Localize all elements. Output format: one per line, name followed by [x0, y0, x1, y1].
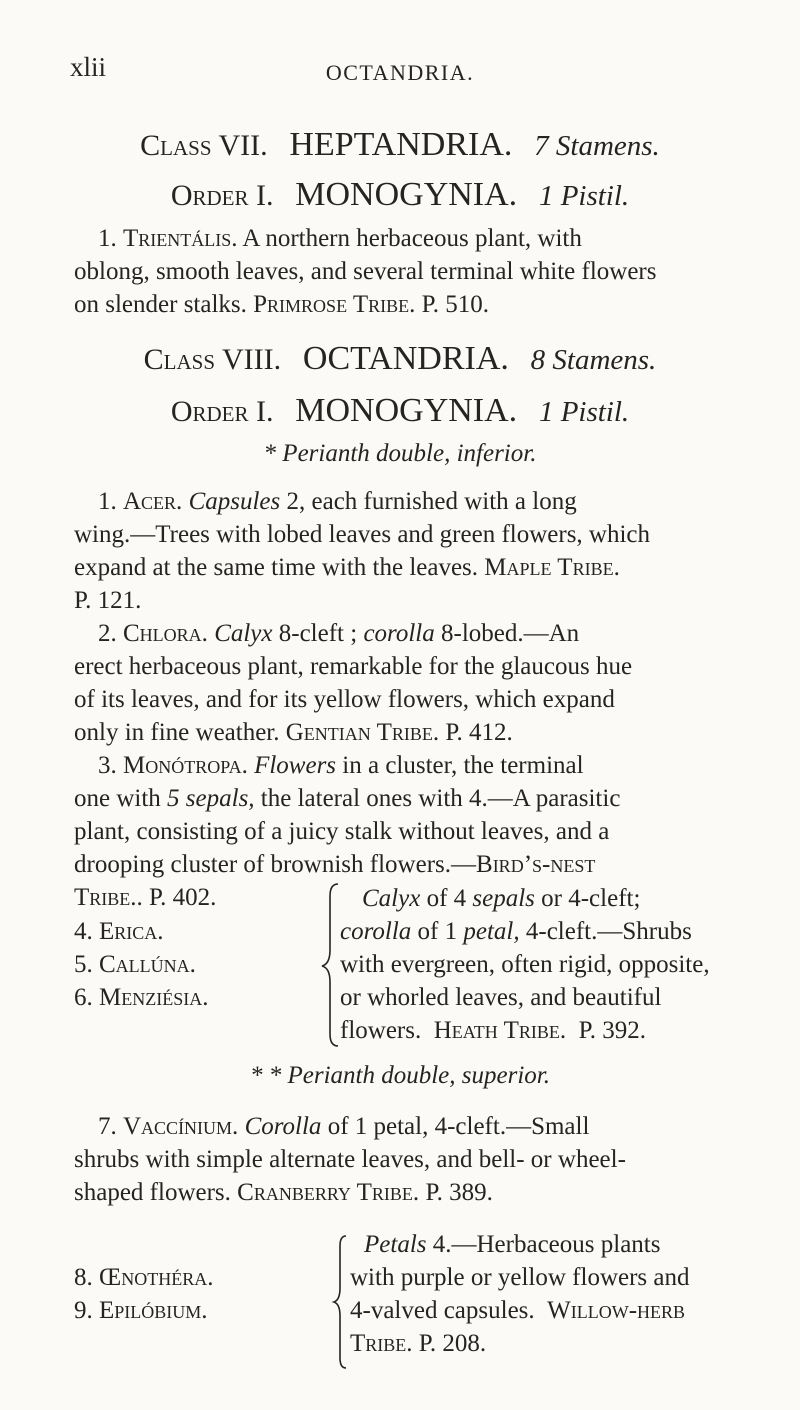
order-label: Order I. [170, 179, 274, 212]
entry-text: shrubs with simple alternate leaves, and bell- or wheel- [74, 1146, 626, 1173]
term: Capsules [188, 488, 281, 515]
tribe-name: Heath Tribe. [433, 1017, 567, 1044]
genus-name: Acer. [123, 488, 183, 515]
entry-text: A northern herbaceous plant, with [242, 225, 582, 252]
term: corolla [363, 620, 435, 647]
tribe-name: Primrose Tribe. [253, 291, 416, 318]
entry-text: or 4-cleft; [541, 885, 641, 912]
pistil-count: 1 Pistil. [538, 396, 630, 428]
order-name: MONOGYNIA. [295, 176, 518, 213]
heath-genera-list [74, 915, 208, 1014]
class-label: Class VII. [140, 129, 268, 162]
page-reference: P. 121. [74, 587, 142, 614]
entry-text: only in fine weather. [74, 719, 280, 746]
page-reference: P. 402. [149, 884, 217, 911]
order-name: MONOGYNIA. [295, 392, 518, 429]
term: 5 sepals, [167, 785, 255, 812]
order-i-heading [0, 176, 800, 214]
page-reference: P. 510. [421, 291, 490, 318]
entry-text: 8-lobed.—An [441, 620, 580, 647]
term: Petals [364, 1231, 427, 1258]
stamen-count: 7 Stamens. [534, 130, 660, 162]
class-label: Class VIII. [143, 343, 282, 376]
genus-name: 8. Œnothéra. [74, 1264, 214, 1291]
page-reference: P. 208. [418, 1330, 487, 1357]
section-heading: * Perianth double, inferior. [263, 440, 537, 467]
class-name: HEPTANDRIA. [289, 126, 513, 163]
genus-name: Monótropa. [123, 752, 248, 779]
entry-text: erect herbaceous plant, remarkable for the glaucous hue [74, 653, 633, 680]
genus-name: Chlora. [123, 620, 208, 647]
tribe-name: Bird’s-nest [476, 851, 596, 878]
genus-name: 6. Menziésia. [74, 984, 209, 1011]
entry-text: 4.—Herbaceous plants [432, 1231, 661, 1258]
tribe-name: Maple Tribe. [484, 554, 620, 581]
entry-text: 2, each furnished with a long [286, 488, 577, 515]
entry-text: plant, consisting of a juicy stalk without leaves, and a [74, 818, 610, 845]
entry-text: of 4 [426, 885, 467, 912]
entry-text: wing.—Trees with lobed leaves and green flowers, which [74, 521, 651, 548]
brace-icon [330, 1232, 350, 1372]
entry-number: 7. [98, 1113, 117, 1140]
entry-text: of 1 petal, 4-cleft.—Small [327, 1113, 590, 1140]
term: Calyx [362, 885, 421, 912]
order-i-heading [0, 392, 800, 430]
entry-vaccinium [74, 1110, 738, 1209]
term: Calyx [214, 620, 273, 647]
heath-description [340, 882, 738, 1047]
entry-text: 8-cleft ; [278, 620, 358, 647]
running-head: OCTANDRIA. [325, 60, 475, 85]
entry-number: 2. [98, 620, 117, 647]
term: petal, [463, 918, 520, 945]
entry-text: of its leaves, and for its yellow flowers, which expand [74, 686, 615, 713]
entry-acer [74, 485, 738, 617]
page-number: xlii [70, 52, 107, 82]
class-vii-heading [0, 126, 800, 164]
entry-text: with evergreen, often rigid, opposite, [340, 951, 710, 978]
term: Flowers [254, 752, 337, 779]
entry-text: the lateral ones with 4.—A parasitic [260, 785, 621, 812]
genus-name: Vaccínium. [123, 1113, 239, 1140]
entry-chlora [74, 617, 738, 749]
entry-text: of 1 [417, 918, 458, 945]
class-viii-heading [0, 340, 800, 378]
entry-number: 1. [98, 225, 117, 252]
stamen-count: 8 Stamens. [530, 344, 657, 376]
tribe-name: Cranberry Tribe. [237, 1179, 420, 1206]
entry-text: or whorled leaves, and beautiful [340, 984, 662, 1011]
entry-text: one with [74, 785, 161, 812]
pistil-count: 1 Pistil. [538, 180, 630, 212]
genus-name: 9. Epilóbium. [74, 1297, 208, 1324]
tribe-name: Tribe. [350, 1330, 413, 1357]
entry-text: shaped flowers. [74, 1179, 231, 1206]
entry-text: oblong, smooth leaves, and several terminal white flowers [74, 258, 657, 285]
entry-text: with purple or yellow flowers and [350, 1264, 690, 1291]
page-reference: P. 389. [425, 1179, 493, 1206]
entry-text: in a cluster, the terminal [342, 752, 584, 779]
entry-text: 4-valved capsules. [350, 1297, 535, 1324]
entry-text: flowers. [340, 1017, 422, 1044]
page-reference: P. 412. [445, 719, 513, 746]
entry-text: drooping cluster of brownish flowers.— [74, 851, 477, 878]
willow-genera-list [74, 1261, 213, 1327]
page-reference: P. 392. [578, 1017, 646, 1044]
entry-text: on slender stalks. [74, 291, 247, 318]
term: corolla [340, 918, 412, 945]
class-name: OCTANDRIA. [302, 340, 509, 377]
entry-trientalis [74, 222, 738, 321]
genus-name: Trientális. [123, 225, 238, 252]
entry-number: 1. [98, 488, 117, 515]
tribe-name: Willow-herb [547, 1297, 686, 1324]
entry-text: expand at the same time with the leaves. [74, 554, 479, 581]
willow-description [350, 1228, 740, 1360]
tribe-name: Gentian Tribe. [285, 719, 440, 746]
entry-text: 4-cleft.—Shrubs [525, 918, 692, 945]
order-label: Order I. [170, 395, 274, 428]
entry-number: 3. [98, 752, 117, 779]
tribe-name: Tribe.. [74, 884, 143, 911]
section-heading: * * Perianth double, superior. [250, 1062, 550, 1089]
genus-name: 5. Callúna. [74, 951, 196, 978]
genus-name: 4. Erica. [74, 918, 164, 945]
term: Corolla [244, 1113, 322, 1140]
brace-icon [318, 880, 342, 1050]
term: sepals [472, 885, 535, 912]
